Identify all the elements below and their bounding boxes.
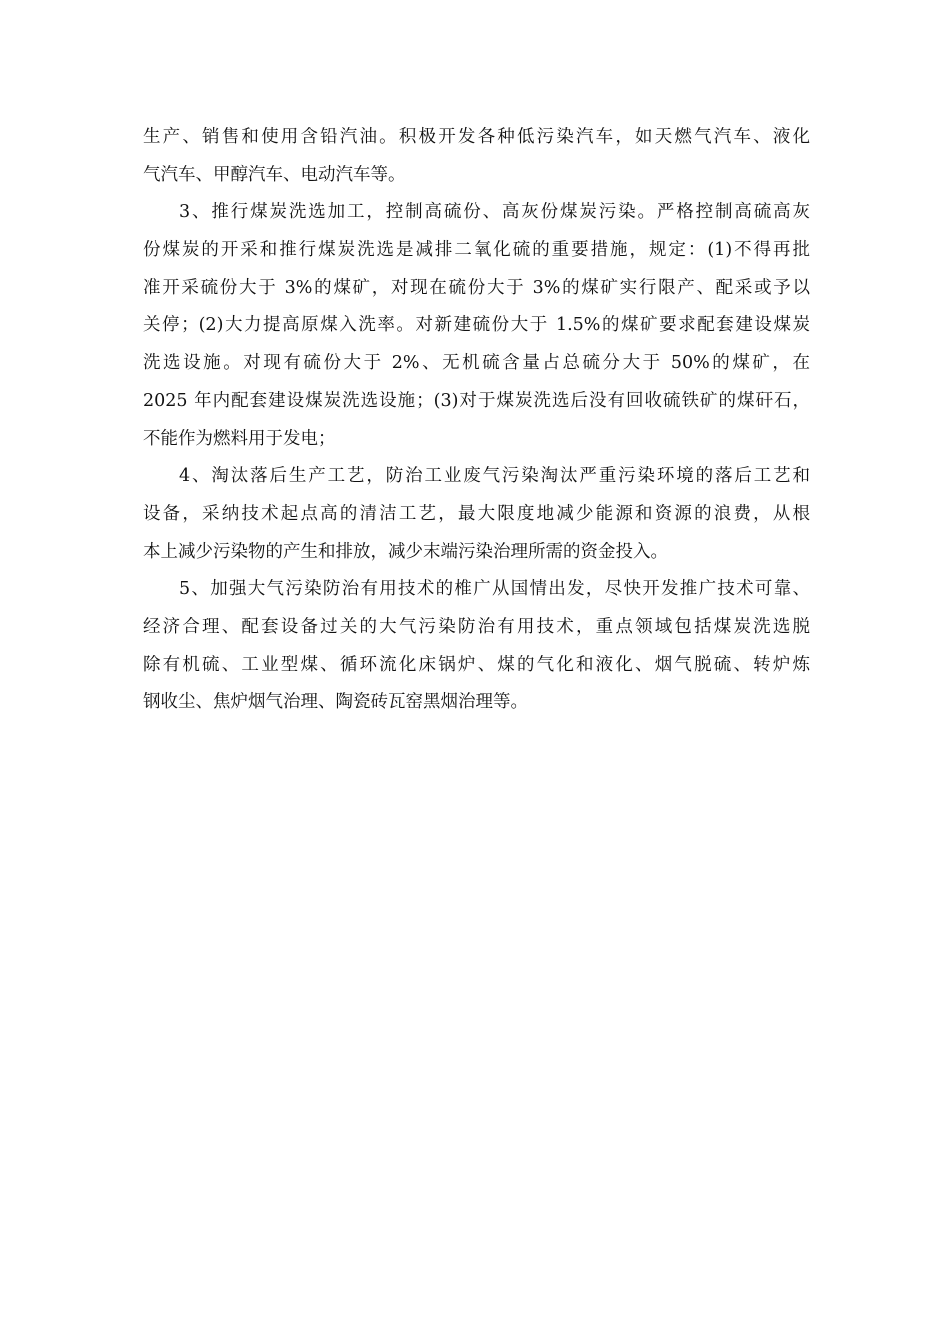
text-line: 4、淘汰落后生产工艺，防治工业废气污染淘汰严重污染环境的落后工艺和 xyxy=(179,466,810,487)
text-line: 设备，采纳技术起点高的清洁工艺，最大限度地减少能源和资源的浪费，从根 xyxy=(143,503,810,524)
document-body xyxy=(143,119,810,722)
text-line: 洗选设施。对现有硫份大于 2%、无机硫含量占总硫分大于 50%的煤矿，在 xyxy=(143,353,810,374)
text-line: 经济合理、配套设备过关的大气污染防治有用技术，重点领域包括煤炭洗选脱 xyxy=(143,616,810,637)
text-line: 准开采硫份大于 3%的煤矿，对现在硫份大于 3%的煤矿实行限产、配采或予以 xyxy=(143,277,810,298)
text-line: 除有机硫、工业型煤、循环流化床锅炉、煤的气化和液化、烟气脱硫、转炉炼 xyxy=(143,654,810,675)
paragraph-pollution-control-technology xyxy=(143,571,810,722)
text-line: 份煤炭的开采和推行煤炭洗选是减排二氧化硫的重要措施，规定：(1)不得再批 xyxy=(143,240,810,261)
text-line: 本上减少污染物的产生和排放，减少末端污染治理所需的资金投入。 xyxy=(143,541,668,562)
paragraph-coal-washing xyxy=(143,194,810,458)
text-line: 5、加强大气污染防治有用技术的椎广从国情出发，尽快开发推广技术可靠、 xyxy=(179,579,810,600)
text-line: 关停；(2)大力提高原煤入洗率。对新建硫份大于 1.5%的煤矿要求配套建设煤炭 xyxy=(143,315,810,336)
text-line: 不能作为燃料用于发电； xyxy=(143,428,336,449)
text-line: 钢收尘、焦炉烟气治理、陶瓷砖瓦窑黑烟治理等。 xyxy=(143,692,528,713)
text-line: 气汽车、甲醇汽车、电动汽车等。 xyxy=(143,164,406,185)
text-line: 3、推行煤炭洗选加工，控制高硫份、高灰份煤炭污染。严格控制高硫高灰 xyxy=(179,202,810,223)
paragraph-leaded-gasoline xyxy=(143,119,810,194)
text-line: 生产、销售和使用含铅汽油。积极开发各种低污染汽车，如天燃气汽车、液化 xyxy=(143,127,810,147)
paragraph-eliminate-backward-processes xyxy=(143,458,810,571)
text-line: 2025 年内配套建设煤炭洗选设施；(3)对于煤炭洗选后没有回收硫铁矿的煤矸石， xyxy=(143,390,810,411)
